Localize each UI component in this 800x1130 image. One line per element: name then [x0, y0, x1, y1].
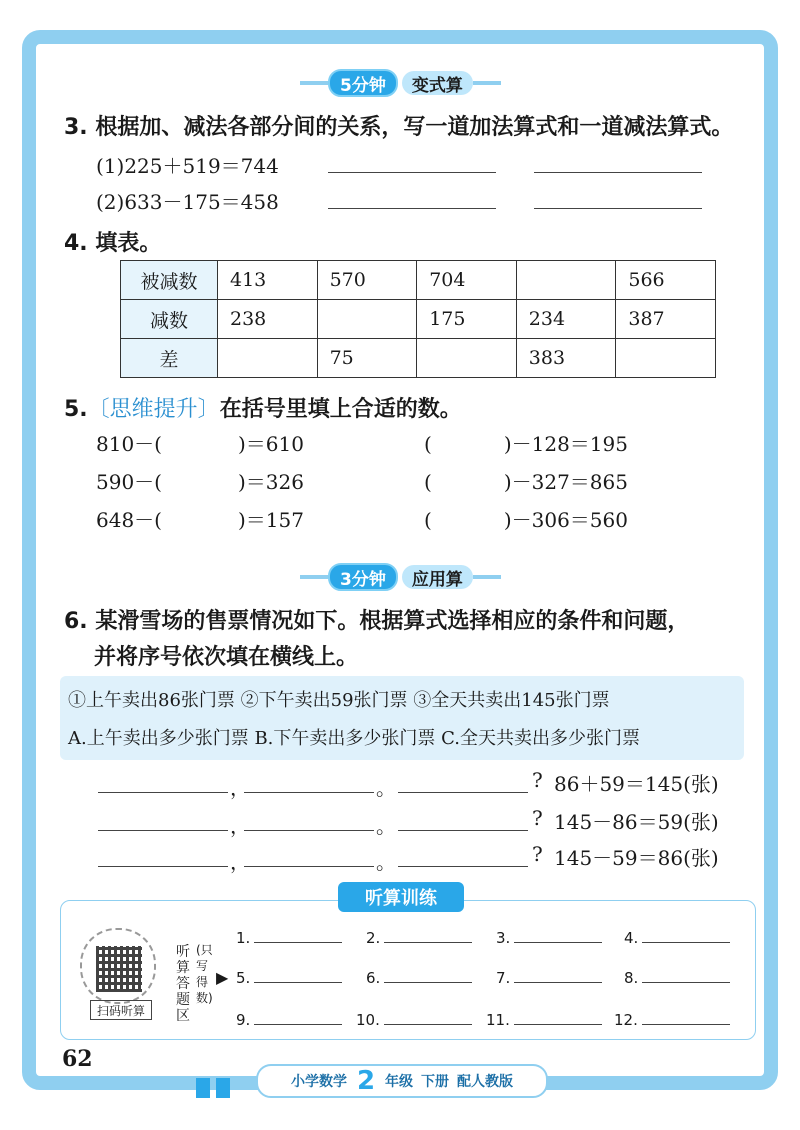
answer-blank[interactable] [98, 866, 228, 867]
grade-label: 年级 [385, 1074, 414, 1090]
question-5-title [64, 392, 462, 423]
equation: 145－86＝59(张) [554, 810, 719, 834]
listening-title: 听算训练 [338, 882, 464, 912]
row-header: 差 [121, 339, 218, 378]
period: 。 [376, 814, 396, 838]
grade-number: 2 [356, 1066, 376, 1096]
table-cell: 234 [516, 300, 616, 339]
question-4-title: 4. 填表。 [64, 231, 162, 256]
q3-item-2: (2)633－175＝458 [96, 190, 279, 214]
answer-blank[interactable] [398, 792, 528, 793]
row-header: 减数 [121, 300, 218, 339]
table-cell: 383 [516, 339, 616, 378]
subject: 小学数学 [290, 1074, 347, 1090]
qr-code-icon[interactable] [96, 946, 142, 992]
answer-slot[interactable]: 4. [624, 928, 730, 947]
conditions-box [60, 676, 744, 760]
table-cell: 238 [218, 300, 318, 339]
table-cell: 175 [417, 300, 517, 339]
q5-left-3: 648－( )＝157 [96, 508, 304, 532]
answer-slot[interactable]: 1. [236, 928, 342, 947]
answer-slot[interactable]: 3. [496, 928, 602, 947]
answer-blank[interactable] [328, 208, 496, 209]
answer-blank[interactable] [244, 792, 374, 793]
table-row [121, 300, 716, 339]
period: 。 [376, 850, 396, 874]
answer-blank[interactable] [328, 172, 496, 173]
fill-table [120, 260, 716, 378]
question-text: 在括号里填上合适的数。 [219, 397, 462, 422]
answer-blank[interactable] [398, 866, 528, 867]
thinking-tag: 〔思维提升〕 [87, 397, 220, 422]
time-badge: 5分钟 [328, 69, 398, 97]
answer-blank[interactable] [534, 208, 702, 209]
scan-label: 扫码听算 [90, 1000, 152, 1020]
answer-blank[interactable] [244, 830, 374, 831]
edition: 配人教版 [457, 1074, 514, 1090]
equation: 86＋59＝145(张) [554, 772, 719, 796]
table-row [121, 261, 716, 300]
table-cell[interactable] [516, 261, 616, 300]
answer-slot[interactable]: 9. [236, 1010, 342, 1029]
question-6-title-line1: 6. 某滑雪场的售票情况如下。根据算式选择相应的条件和问题， [64, 609, 690, 634]
answer-slot[interactable]: 10. [356, 1010, 472, 1029]
table-cell: 413 [218, 261, 318, 300]
period: 。 [376, 776, 396, 800]
answer-slot[interactable]: 6. [366, 968, 472, 987]
q5-left-2: 590－( )＝326 [96, 470, 304, 494]
question-number: 5. [64, 397, 88, 422]
row-header: 被减数 [121, 261, 218, 300]
question-mark: ? [532, 768, 543, 792]
tab-markers [196, 1078, 236, 1102]
q5-left-1: 810－( )＝610 [96, 432, 304, 456]
table-cell: 566 [616, 261, 716, 300]
table-cell[interactable] [616, 339, 716, 378]
question-mark: ? [532, 806, 543, 830]
answer-area-note: (只写得数) [196, 943, 213, 1005]
table-cell[interactable] [317, 300, 417, 339]
equation: 145－59＝86(张) [554, 846, 719, 870]
answer-blank[interactable] [98, 830, 228, 831]
answer-blank[interactable] [244, 866, 374, 867]
answer-slot[interactable]: 5. [236, 968, 342, 987]
question-3-title: 3. 根据加、减法各部分间的关系，写一道加法算式和一道减法算式。 [64, 115, 734, 140]
questions-line: A.上午卖出多少张门票 B.下午卖出多少张门票 C.全天共卖出多少张门票 [68, 728, 640, 749]
answer-slot[interactable]: 8. [624, 968, 730, 987]
section-header-variant [300, 70, 501, 96]
table-cell[interactable] [218, 339, 318, 378]
answer-slot[interactable]: 2. [366, 928, 472, 947]
answer-area-label: 听算答题区 [176, 944, 190, 1024]
table-row [121, 339, 716, 378]
q3-item-1: (1)225＋519＝744 [96, 154, 279, 178]
answer-blank[interactable] [398, 830, 528, 831]
section-label: 变式算 [402, 71, 473, 95]
q5-right-1: ( )－128＝195 [424, 432, 628, 456]
comma: ， [230, 776, 250, 800]
table-cell: 75 [317, 339, 417, 378]
section-header-application [300, 564, 501, 590]
answer-blank[interactable] [534, 172, 702, 173]
comma: ， [230, 850, 250, 874]
answer-slot[interactable]: 7. [496, 968, 602, 987]
conditions-line: ①上午卖出86张门票 ②下午卖出59张门票 ③全天共卖出145张门票 [68, 690, 610, 711]
volume: 下册 [421, 1074, 450, 1090]
footer-banner [256, 1064, 548, 1098]
answer-blank[interactable] [98, 792, 228, 793]
table-cell: 704 [417, 261, 517, 300]
comma: ， [230, 814, 250, 838]
table-cell[interactable] [417, 339, 517, 378]
time-badge: 3分钟 [328, 563, 398, 591]
q5-right-3: ( )－306＝560 [424, 508, 628, 532]
answer-slot[interactable]: 11. [486, 1010, 602, 1029]
arrow-icon: ▶ [216, 968, 229, 987]
question-6-title-line2: 并将序号依次填在横线上。 [94, 645, 359, 670]
q5-right-2: ( )－327＝865 [424, 470, 628, 494]
answer-slot[interactable]: 12. [614, 1010, 730, 1029]
table-cell: 570 [317, 261, 417, 300]
section-label: 应用算 [402, 565, 473, 589]
page-number: 62 [62, 1046, 93, 1072]
question-mark: ? [532, 842, 543, 866]
table-cell: 387 [616, 300, 716, 339]
